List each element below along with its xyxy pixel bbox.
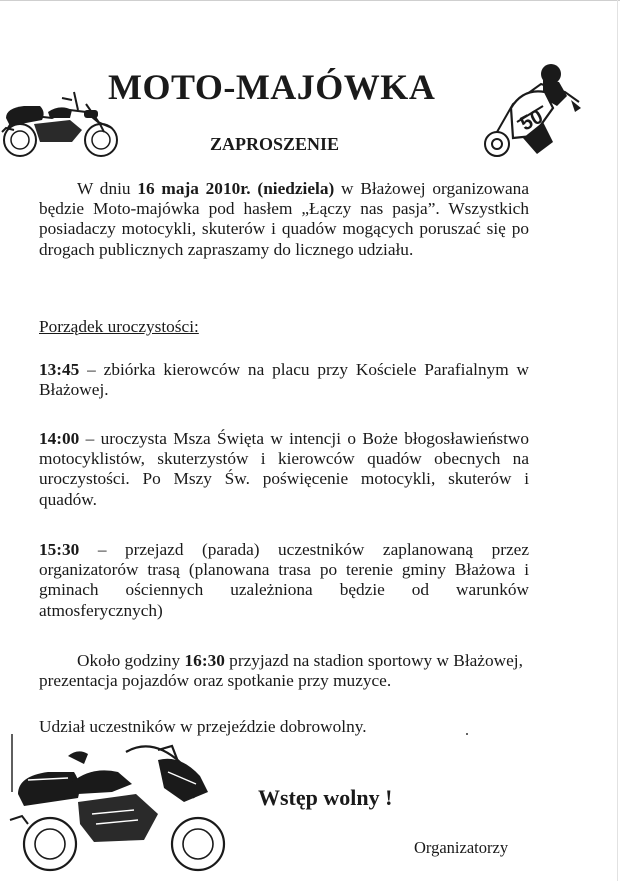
scan-edge <box>0 0 620 9</box>
page-title: MOTO-MAJÓWKA <box>108 67 436 107</box>
free-entry-notice: Wstęp wolny ! <box>258 785 393 810</box>
cruiser-motorcycle-icon <box>0 88 122 160</box>
arrival-time: 16:30 <box>184 651 225 670</box>
program-time: 13:45 <box>39 360 80 379</box>
organizers-signature: Organizatorzy <box>414 838 509 857</box>
program-item: 13:45 – zbiórka kierowców na placu przy Kościele Parafialnym w Błażowej. <box>39 360 529 400</box>
program-heading: Porządek uroczystości: <box>39 317 199 336</box>
stray-dot <box>466 733 468 735</box>
racer-number-plate: 50 <box>516 105 547 136</box>
program-time: 15:30 <box>39 540 80 559</box>
program-item: 14:00 – uroczysta Msza Święta w intencji o Boże błogosławieństwo motocyklistów, skuterzystów i kierowców quadów obecnych na uroczystości. Po Mszy Św. poświęcenie motocykli, skuterów i quadów. <box>39 429 529 509</box>
program-time: 14:00 <box>39 429 80 448</box>
program-item: 15:30 – przejazd (parada) uczestników zaplanowaną przez organizatorów trasą (planowana trasa po terenie gminy Błażowa i gminach ościennych uzależniona będzie od warunków atmosferycznych) <box>39 540 529 620</box>
intro-paragraph: W dniu 16 maja 2010r. (niedziela) w Błażowej organizowana będzie Moto-majówka pod hasłem „Łączy nas pasja”. Wszystkich posiadaczy motocykli, skuterów i quadów mogących poruszać się po drogach publicznych zapraszamy do licznego udziału. <box>39 179 529 259</box>
event-date: 16 maja 2010r. (niedziela) <box>137 179 335 198</box>
scan-edge-right <box>617 0 618 881</box>
voluntary-note: Udział uczestników w przejeździe dobrowolny. <box>39 717 367 736</box>
touring-motorcycle-icon <box>8 732 238 878</box>
racer-motorcycle-icon <box>483 62 583 162</box>
arrival-paragraph: Około godziny 16:30 przyjazd na stadion sportowy w Błażowej, prezentacja pojazdów oraz spotkanie przy muzyce. <box>39 651 523 691</box>
subtitle: ZAPROSZENIE <box>210 134 340 154</box>
